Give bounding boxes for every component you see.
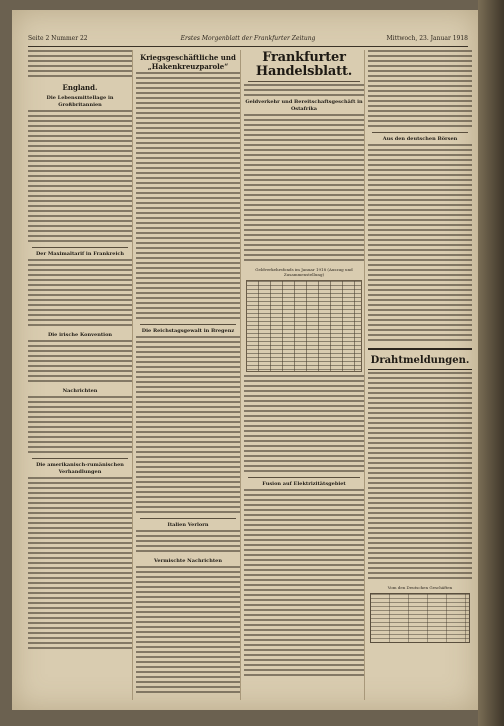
issue-date: Mittwoch, 23. Januar 1918 xyxy=(386,35,468,42)
subheading-vermischte-nachrichten: Vermischte Nachrichten xyxy=(154,558,222,564)
text-block xyxy=(136,566,240,696)
page-binding-edge xyxy=(478,0,504,726)
subheading-maximaltarif: Der Maximaltarif in Frankreich xyxy=(35,251,125,257)
text-block xyxy=(28,477,132,652)
text-block xyxy=(136,72,240,322)
subheading-reichstagsgewalt: Die Reichstagsgewalt in Bregenz xyxy=(141,328,235,334)
section-heading-handelsblatt: Frankfurter Handelsblatt. xyxy=(255,50,353,79)
subheading-verhandlungen: Die amerikanisch-rumänischen Verhandlungen xyxy=(36,462,124,475)
divider xyxy=(248,81,360,82)
column-2 xyxy=(136,50,241,700)
drahtmeldungen-banner xyxy=(368,348,472,370)
text-block xyxy=(28,340,132,385)
text-block xyxy=(28,259,132,329)
advertisement-box xyxy=(370,593,470,643)
subheading-irische-konvention: Die irische Konvention xyxy=(47,332,113,338)
text-block xyxy=(28,110,132,245)
text-block xyxy=(136,336,240,516)
divider xyxy=(140,518,236,519)
page-number-line: Seite 2 Nummer 22 xyxy=(28,35,88,42)
subheading-nachrichten: Nachrichten xyxy=(62,388,98,394)
subheading-lebensmittellage: Die Lebensmittellage in Großbritannien xyxy=(46,95,114,108)
divider xyxy=(32,247,128,248)
subheading-fusion: Fusion auf Elektrizitätsgebiet xyxy=(262,481,346,487)
column-1 xyxy=(28,50,133,700)
column-4 xyxy=(368,50,472,700)
text-block xyxy=(244,114,364,264)
text-block xyxy=(368,144,472,344)
column-3 xyxy=(244,50,365,700)
divider xyxy=(248,477,360,478)
text-block xyxy=(368,372,472,582)
financial-table xyxy=(246,280,362,372)
text-block xyxy=(244,84,364,96)
masthead xyxy=(28,34,468,47)
text-block xyxy=(244,375,364,475)
text-block xyxy=(28,50,132,80)
text-block xyxy=(244,489,364,679)
newspaper-page xyxy=(12,10,478,710)
section-heading-kriegsgeschaefte: Kriegsgeschäftliche und „Hakenkreuzparole“ xyxy=(140,53,236,71)
subheading-geldverkehr: Geldverkehr und Bereitschaftsgeschäft in Ostafrika xyxy=(245,99,363,112)
divider xyxy=(140,324,236,325)
divider xyxy=(32,458,128,459)
text-block xyxy=(368,50,472,130)
section-heading-england: England. xyxy=(62,83,98,92)
ad-caption: Vom den Deutschen Geschäften xyxy=(387,585,453,590)
section-heading-drahtmeldungen: Drahtmeldungen. xyxy=(370,355,470,366)
subheading-deutsche-boersen: Aus den deutschen Börsen xyxy=(382,136,458,142)
table-caption: Geldverkehrsfonds im Januar 1918 (Auszug und Zusammenstellung) xyxy=(255,267,353,277)
text-block xyxy=(136,530,240,555)
text-block xyxy=(28,396,132,456)
subheading-italien: Italien Verlorn xyxy=(167,522,209,528)
newspaper-title: Erstes Morgenblatt der Frankfurter Zeitung xyxy=(180,35,316,42)
divider xyxy=(372,132,468,133)
